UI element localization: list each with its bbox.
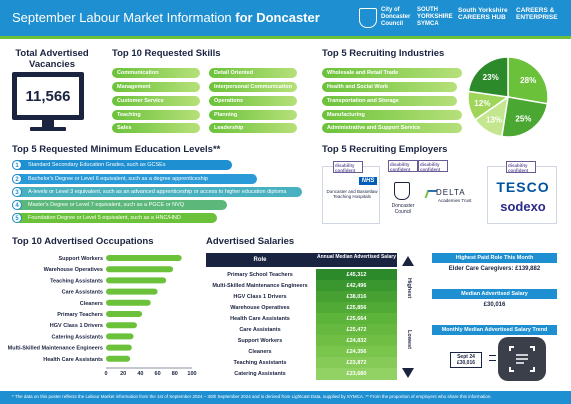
occupation-bar [106,289,158,295]
skill-pill: Planning [209,110,297,120]
disability-confident-badge: disability confident [388,160,418,172]
occupation-label: Warehouse Operatives [43,267,103,274]
equals-icon [489,355,496,361]
education-number: 5 [12,213,22,223]
education-item: 4 Master's Degree or Level 7 equivalent, such as a PGCE or NVQ [12,200,227,210]
occupation-label: Multi-Skilled Maintenance Engineers [7,345,103,352]
skill-pill: Customer Service [112,96,200,106]
vacancies-title: Total Advertised Vacancies [15,48,89,70]
occupation-bar [106,333,134,339]
highest-paid-title: Highest Paid Role This Month [432,253,557,263]
salary-value: £25,472 [316,324,397,336]
salary-role: Catering Assistants [234,371,286,377]
employer-card-nhs [322,163,380,224]
salary-value: £45,312 [316,269,397,281]
salary-role: Health Care Assistants [230,316,290,322]
salary-value: £38,016 [316,291,397,303]
nhs-logo: NHS [359,177,377,185]
occupation-label: Catering Assistants [51,334,103,341]
occupation-bar [106,345,132,351]
salary-role: Teaching Assistants [233,360,287,366]
up-arrow-icon [402,253,414,263]
disability-confident-badge: disability confident [333,161,363,173]
nhs-name: Doncaster and Bassetlaw Teaching Hospitals [326,189,378,199]
header-banner [0,0,571,36]
employer-card-council [386,162,420,224]
education-item: 2 Bachelor's Degree or Level 6 equivalent, such as a degree apprenticeship [12,174,257,184]
median-salary-title: Median Advertised Salary [432,289,557,299]
footer-note: * The data on this poster reflects the Labour Market information from the 1st of September 2024 – 30th September 2024 and is derived from Lightcast Data, supplied by SYMCA. ** From the proportion of employers who share this information. [12,394,492,399]
salary-row [206,368,397,380]
scan-text-button[interactable] [498,337,546,381]
salaries-title: Advertised Salaries [206,236,295,247]
industry-item: Wholesale and Retail Trade [322,68,462,78]
skill-pill: Communication [112,68,200,78]
trend-month: Sept 24 [457,354,475,360]
occupation-label: Primary Teachers [57,312,103,318]
occupation-label: HGV Class 1 Drivers [49,323,103,330]
skill-pill: Management [112,82,200,92]
occupation-bar [106,277,166,283]
highest-label: Highest [406,278,412,299]
education-number: 2 [12,174,22,184]
x-tick-label: 100 [187,371,197,375]
occupation-bar [106,356,130,362]
delta-name: DELTA [436,188,466,197]
salary-column-header: Annual Median Advertised Salary [316,254,396,260]
council-crest-icon [394,182,410,200]
salary-value: £23,872 [316,357,397,369]
salary-value: £24,356 [316,346,397,358]
skills-title: Top 10 Requested Skills [112,48,221,59]
disability-confident-badge: disability confident [418,160,448,172]
down-arrow-icon [402,365,414,375]
tesco-logo: TESCO [496,179,550,195]
salary-value: £25,856 [316,302,397,314]
scan-text-icon [498,337,546,381]
trend-title: Monthly Median Advertised Salary Trend [432,325,557,335]
council-name: Doncaster Council [391,203,415,215]
salary-role: Support Workers [237,338,283,344]
symca-logo: SOUTH YORKSHIRE SYMCA [417,7,453,27]
careers-enterprise-logo: CAREERS & ENTERPRISE [516,7,558,21]
industries-pie-chart [460,54,556,140]
industry-item: Transportation and Storage [322,96,457,106]
education-item: 3 A-levels or Level 3 equivalent, such as an advanced apprenticeship or access to higher education diploma [12,187,302,197]
city-council-logo: City of Doncaster Council [381,7,411,27]
salary-value: £25,664 [316,313,397,325]
skill-pill: Leadership [209,123,297,133]
salary-role: Care Assistants [239,327,281,333]
delta-subtitle: Academies Trust [438,198,472,203]
skill-pill: Operations [209,96,297,106]
skill-pill: Teaching [112,110,200,120]
industry-item: Manufacturing [322,110,462,120]
x-tick-label: 0 [104,371,108,375]
salary-role: HGV Class 1 Drivers [233,294,287,300]
education-number: 3 [12,187,22,197]
salary-role: Cleaners [248,349,272,355]
x-tick-label: 60 [154,371,161,375]
occupation-label: Cleaners [79,300,103,307]
vacancies-monitor [12,72,84,120]
education-title: Top 5 Requested Minimum Education Levels** [12,144,221,155]
skill-pill: Sales [112,123,200,133]
trend-point [450,352,482,368]
occupation-bar [106,300,151,306]
monitor-base [30,127,66,131]
role-column-header: Role [253,257,267,263]
education-number: 4 [12,200,22,210]
salary-role: Warehouse Operatives [230,305,290,311]
vacancies-value: 11,566 [25,87,71,105]
median-salary-value: £30,016 [483,302,506,308]
pie-label: 23% [482,73,499,83]
industry-item: Health and Social Work [322,82,457,92]
salary-value: £24,832 [316,335,397,347]
salaries-table-header [206,253,397,267]
x-tick-label: 40 [137,371,144,375]
occupation-label: Care Assistants [61,289,103,296]
salary-role: Primary School Teachers [227,272,293,278]
employer-card-delta [420,162,484,224]
occupation-label: Teaching Assistants [50,278,103,285]
footer-bar [0,391,571,404]
x-tick-label: 20 [120,371,127,375]
occupation-bar [106,255,182,261]
sodexo-logo: sodexo [500,199,546,214]
x-tick-label: 80 [171,371,178,375]
employers-title: Top 5 Recruiting Employers [322,144,448,155]
education-number: 1 [12,160,22,170]
occupations-title: Top 10 Advertised Occupations [12,236,154,247]
pie-label: 13% [485,115,502,125]
occupation-label: Health Care Assistants [43,356,103,363]
occupations-bar-chart [0,250,200,375]
occupation-bar [106,322,137,328]
occupation-bar [106,266,173,272]
occupation-label: Support Workers [58,256,103,262]
employer-card-tesco-sodexo [487,163,557,224]
salary-role: Multi-Skilled Maintenance Engineers [212,283,308,289]
salary-value: £23,680 [316,368,397,380]
careers-hub-logo: South Yorkshire CAREERS HUB [458,7,508,21]
highest-paid-value: Elder Care Caregivers: £139,882 [448,266,541,272]
council-crest-icon [359,8,377,28]
salary-value: £42,496 [316,280,397,292]
skill-pill: Interpersonal Communication [209,82,297,92]
education-item: 1 Standard Secondary Education Grades, such as GCSEs [12,160,232,170]
trend-value: £30,016 [456,360,476,366]
pie-label: 12% [474,99,491,109]
occupation-bar [106,311,142,317]
industry-item: Administrative and Support Service [322,123,462,133]
pie-label: 28% [520,75,537,85]
skill-pill: Detail Oriented [209,68,297,78]
lowest-label: Lowest [406,330,412,349]
industries-title: Top 5 Recruiting Industries [322,48,445,59]
disability-confident-badge: disability confident [506,161,536,173]
education-item: 5 Foundation Degree or Level 5 equivalent, such as a HNC/HND [12,213,217,223]
header-divider [0,36,571,39]
page-title: September Labour Market Information for Doncaster [12,10,320,25]
pie-label: 25% [515,114,532,124]
